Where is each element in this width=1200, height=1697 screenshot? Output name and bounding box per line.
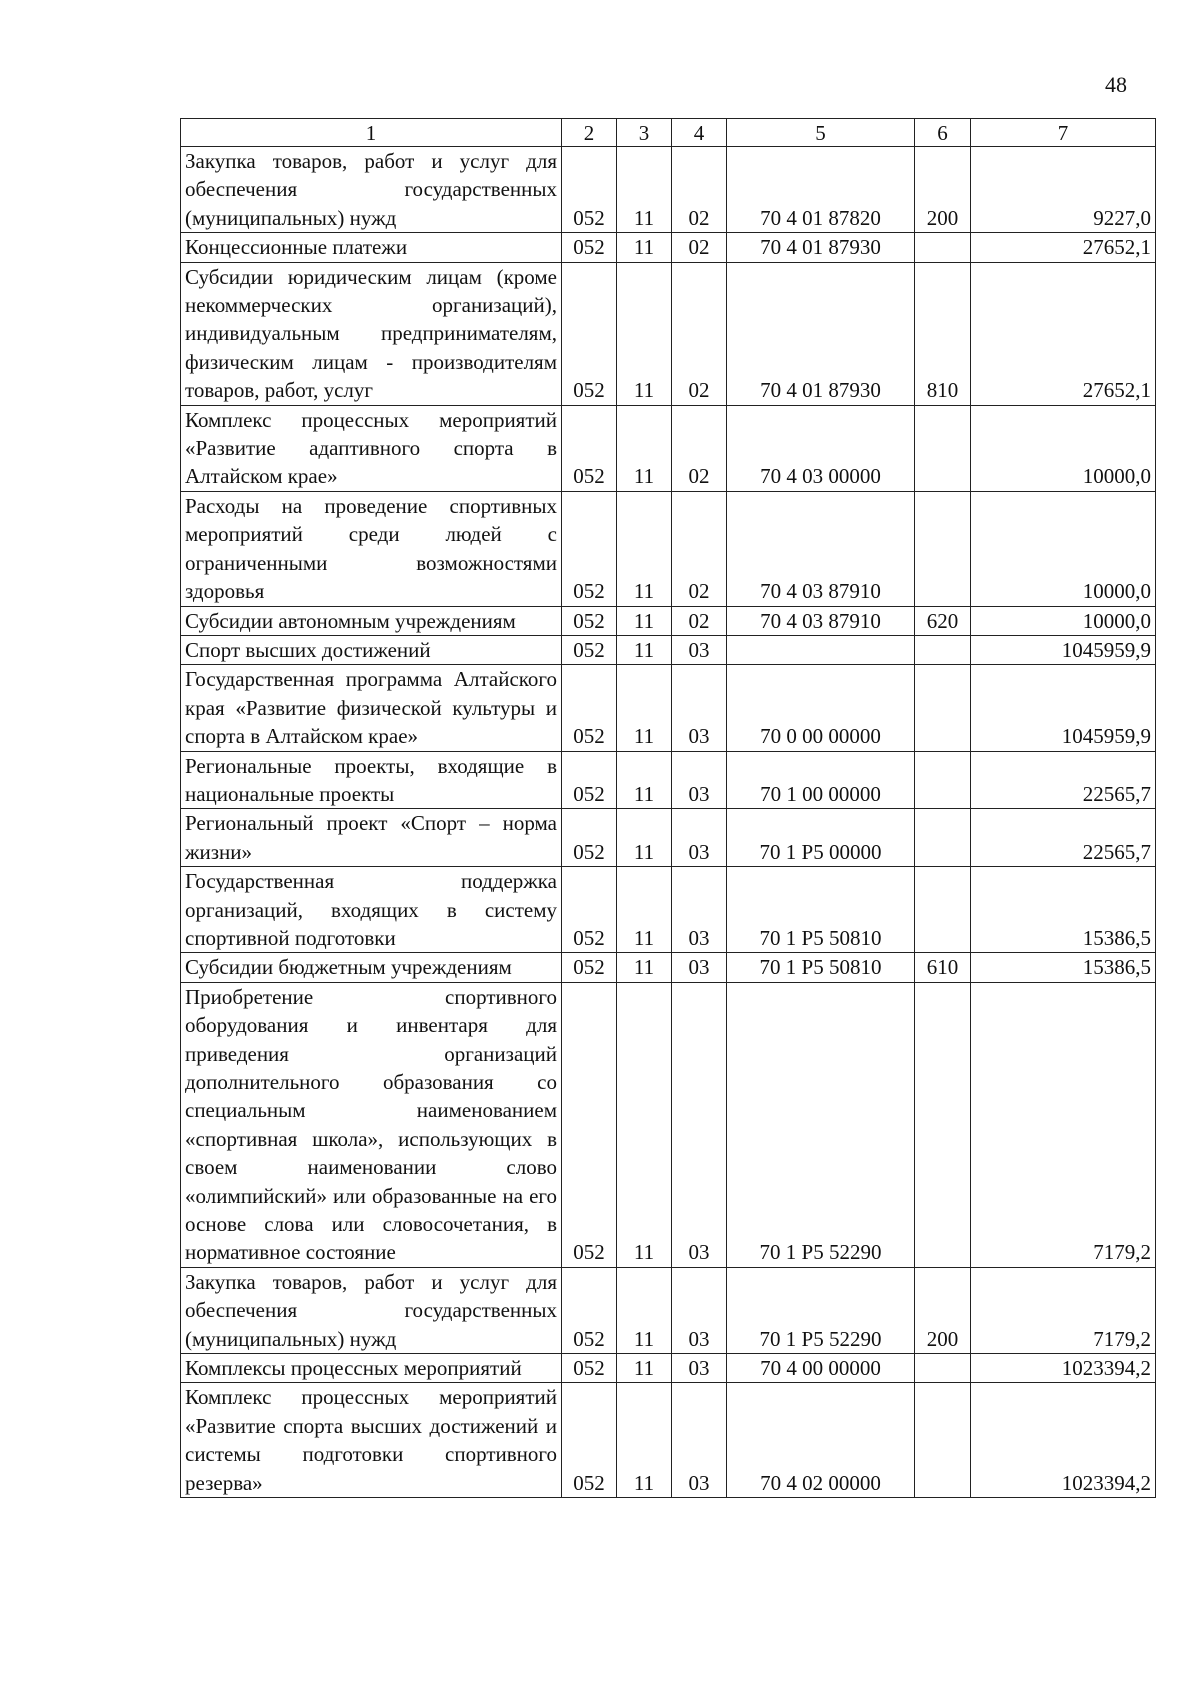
row-subsection-code: 02 [672, 491, 727, 606]
budget-table [180, 118, 1156, 1498]
row-target-article: 70 1 P5 52290 [727, 1267, 915, 1353]
row-target-article: 70 4 02 00000 [727, 1383, 915, 1498]
row-subsection-code: 02 [672, 147, 727, 233]
row-expense-type [915, 233, 971, 262]
row-ministry-code: 052 [562, 809, 617, 867]
row-amount: 27652,1 [971, 262, 1156, 405]
row-subsection-code: 03 [672, 1354, 727, 1383]
row-expense-type: 620 [915, 606, 971, 635]
row-target-article: 70 1 P5 52290 [727, 982, 915, 1267]
row-subsection-code: 02 [672, 405, 727, 491]
row-name: Концессионные платежи [181, 233, 562, 262]
row-amount: 9227,0 [971, 147, 1156, 233]
row-section-code: 11 [617, 233, 672, 262]
row-name: Спорт высших достижений [181, 635, 562, 664]
table-row [181, 953, 1156, 982]
header-col-6: 6 [915, 119, 971, 147]
row-expense-type [915, 1383, 971, 1498]
row-section-code: 11 [617, 953, 672, 982]
row-ministry-code: 052 [562, 867, 617, 953]
row-target-article: 70 4 00 00000 [727, 1354, 915, 1383]
table-row [181, 147, 1156, 233]
row-amount: 10000,0 [971, 405, 1156, 491]
row-name: Приобретение спортивного оборудования и инвентаря для приведения организаций дополнительного образования со специальным наименованием «спортивная школа», использующих в своем наименовании слово «олимпийский» или образованные на его основе слова или словосочетания, в нормативное состояние [181, 982, 562, 1267]
table-row [181, 491, 1156, 606]
row-target-article: 70 0 00 00000 [727, 665, 915, 751]
row-subsection-code: 02 [672, 606, 727, 635]
row-section-code: 11 [617, 982, 672, 1267]
row-amount: 1023394,2 [971, 1354, 1156, 1383]
row-name: Комплекс процессных мероприятий «Развитие адаптивного спорта в Алтайском крае» [181, 405, 562, 491]
header-row [181, 119, 1156, 147]
row-name: Государственная программа Алтайского края «Развитие физической культуры и спорта в Алтайском крае» [181, 665, 562, 751]
row-name: Региональный проект «Спорт – норма жизни» [181, 809, 562, 867]
row-section-code: 11 [617, 405, 672, 491]
row-expense-type [915, 982, 971, 1267]
row-amount: 22565,7 [971, 751, 1156, 809]
row-target-article: 70 1 00 00000 [727, 751, 915, 809]
row-ministry-code: 052 [562, 262, 617, 405]
row-name: Субсидии автономным учреждениям [181, 606, 562, 635]
row-name: Комплексы процессных мероприятий [181, 1354, 562, 1383]
row-section-code: 11 [617, 1383, 672, 1498]
row-subsection-code: 03 [672, 982, 727, 1267]
row-amount: 1045959,9 [971, 635, 1156, 664]
row-name: Региональные проекты, входящие в национальные проекты [181, 751, 562, 809]
row-target-article: 70 1 P5 50810 [727, 953, 915, 982]
row-section-code: 11 [617, 751, 672, 809]
row-expense-type: 200 [915, 1267, 971, 1353]
row-expense-type [915, 809, 971, 867]
row-expense-type [915, 491, 971, 606]
row-section-code: 11 [617, 809, 672, 867]
table-row [181, 1383, 1156, 1498]
header-col-4: 4 [672, 119, 727, 147]
row-target-article: 70 4 03 87910 [727, 491, 915, 606]
row-ministry-code: 052 [562, 1267, 617, 1353]
row-name: Закупка товаров, работ и услуг для обеспечения государственных (муниципальных) нужд [181, 1267, 562, 1353]
row-expense-type [915, 635, 971, 664]
row-amount: 27652,1 [971, 233, 1156, 262]
row-target-article: 70 4 03 87910 [727, 606, 915, 635]
row-subsection-code: 03 [672, 665, 727, 751]
row-ministry-code: 052 [562, 1354, 617, 1383]
row-target-article [727, 635, 915, 664]
row-amount: 15386,5 [971, 867, 1156, 953]
table-row [181, 751, 1156, 809]
table-row [181, 635, 1156, 664]
row-section-code: 11 [617, 262, 672, 405]
row-subsection-code: 03 [672, 751, 727, 809]
row-name: Государственная поддержка организаций, входящих в систему спортивной подготовки [181, 867, 562, 953]
header-col-7: 7 [971, 119, 1156, 147]
row-ministry-code: 052 [562, 147, 617, 233]
row-name: Расходы на проведение спортивных мероприятий среди людей с ограниченными возможностями здоровья [181, 491, 562, 606]
row-section-code: 11 [617, 1354, 672, 1383]
row-subsection-code: 03 [672, 635, 727, 664]
row-section-code: 11 [617, 491, 672, 606]
row-amount: 1045959,9 [971, 665, 1156, 751]
row-section-code: 11 [617, 635, 672, 664]
row-name: Субсидии бюджетным учреждениям [181, 953, 562, 982]
row-target-article: 70 4 01 87820 [727, 147, 915, 233]
row-section-code: 11 [617, 147, 672, 233]
table-row [181, 262, 1156, 405]
header-col-2: 2 [562, 119, 617, 147]
row-ministry-code: 052 [562, 953, 617, 982]
row-subsection-code: 03 [672, 867, 727, 953]
row-expense-type [915, 751, 971, 809]
row-subsection-code: 03 [672, 1267, 727, 1353]
table-body [181, 147, 1156, 1498]
row-subsection-code: 02 [672, 262, 727, 405]
row-expense-type: 610 [915, 953, 971, 982]
table-row [181, 1354, 1156, 1383]
row-ministry-code: 052 [562, 233, 617, 262]
row-amount: 10000,0 [971, 606, 1156, 635]
row-target-article: 70 1 P5 00000 [727, 809, 915, 867]
table-row [181, 982, 1156, 1267]
row-name: Субсидии юридическим лицам (кроме некоммерческих организаций), индивидуальным предпринимателям, физическим лицам - производителям товаров, работ, услуг [181, 262, 562, 405]
row-name: Закупка товаров, работ и услуг для обеспечения государственных (муниципальных) нужд [181, 147, 562, 233]
row-ministry-code: 052 [562, 405, 617, 491]
table-row [181, 606, 1156, 635]
row-subsection-code: 03 [672, 1383, 727, 1498]
row-target-article: 70 4 03 00000 [727, 405, 915, 491]
header-col-5: 5 [727, 119, 915, 147]
row-expense-type [915, 1354, 971, 1383]
table-row [181, 867, 1156, 953]
row-amount: 10000,0 [971, 491, 1156, 606]
row-ministry-code: 052 [562, 665, 617, 751]
row-amount: 22565,7 [971, 809, 1156, 867]
table-header [181, 119, 1156, 147]
row-target-article: 70 4 01 87930 [727, 262, 915, 405]
row-target-article: 70 1 P5 50810 [727, 867, 915, 953]
table-row [181, 809, 1156, 867]
header-col-3: 3 [617, 119, 672, 147]
row-amount: 1023394,2 [971, 1383, 1156, 1498]
row-expense-type: 200 [915, 147, 971, 233]
row-subsection-code: 02 [672, 233, 727, 262]
row-expense-type [915, 405, 971, 491]
row-amount: 7179,2 [971, 1267, 1156, 1353]
row-ministry-code: 052 [562, 982, 617, 1267]
row-ministry-code: 052 [562, 635, 617, 664]
table-row [181, 233, 1156, 262]
row-section-code: 11 [617, 1267, 672, 1353]
table-row [181, 665, 1156, 751]
row-target-article: 70 4 01 87930 [727, 233, 915, 262]
row-subsection-code: 03 [672, 953, 727, 982]
row-ministry-code: 052 [562, 606, 617, 635]
table-row [181, 405, 1156, 491]
row-section-code: 11 [617, 606, 672, 635]
row-ministry-code: 052 [562, 491, 617, 606]
row-section-code: 11 [617, 665, 672, 751]
row-ministry-code: 052 [562, 751, 617, 809]
row-name: Комплекс процессных мероприятий «Развитие спорта высших достижений и системы подготовки спортивного резерва» [181, 1383, 562, 1498]
row-expense-type: 810 [915, 262, 971, 405]
row-expense-type [915, 867, 971, 953]
header-col-1: 1 [181, 119, 562, 147]
table-row [181, 1267, 1156, 1353]
row-amount: 7179,2 [971, 982, 1156, 1267]
row-expense-type [915, 665, 971, 751]
row-ministry-code: 052 [562, 1383, 617, 1498]
page-number: 48 [1105, 72, 1127, 97]
row-subsection-code: 03 [672, 809, 727, 867]
row-section-code: 11 [617, 867, 672, 953]
row-amount: 15386,5 [971, 953, 1156, 982]
